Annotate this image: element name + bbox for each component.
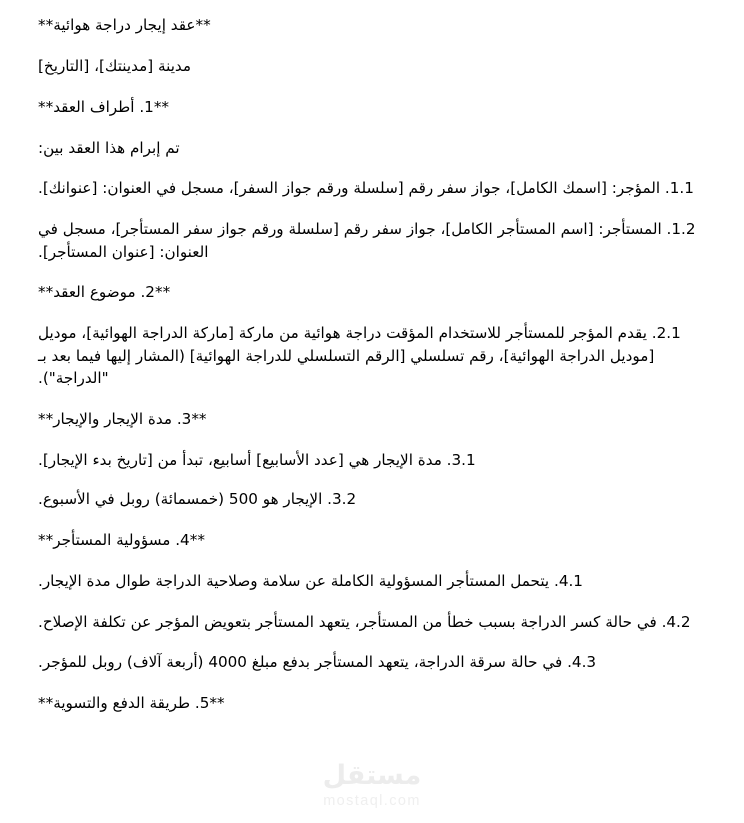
clause-4-3-theft: 4.3. في حالة سرقة الدراجة، يتعهد المستأجر بدفع مبلغ 4000 (أربعة آلاف) روبل للمؤجر. bbox=[38, 653, 597, 672]
clause-1-2-lessee: 1.2. المستأجر: [اسم المستأجر الكامل]، جواز سفر رقم [سلسلة ورقم جواز سفر المستأجر]، مسجل في العنوان: [عنوان المستأجر]. bbox=[38, 220, 696, 261]
watermark-domain-text: mostaql.com bbox=[323, 792, 421, 809]
clause-3-1-rental-term: 3.1. مدة الإيجار هي [عدد الأسابيع] أسابيع، تبدأ من [تاريخ بدء الإيجار]. bbox=[38, 450, 476, 469]
clause-3-2-rental-price: 3.2. الإيجار هو 500 (خمسمائة) روبل في الأسبوع. bbox=[38, 489, 357, 508]
document-text-body bbox=[38, 14, 706, 733]
clause-4-1-liability: 4.1. يتحمل المستأجر المسؤولية الكاملة عن سلامة وصلاحية الدراجة طوال مدة الإيجار. bbox=[38, 571, 583, 590]
mostaql-watermark bbox=[0, 756, 744, 814]
watermark-arabic-text: مستقل bbox=[322, 759, 422, 791]
clause-2-1-subject: 2.1. يقدم المؤجر للمستأجر للاستخدام المؤقت دراجة هوائية من ماركة [ماركة الدراجة الهوائية]، موديل [موديل الدراجة الهوائية]، رقم تسلسلي [الرقم التسلسلي للدراجة الهوائية] (المشار إليها فيما بعد بـ "الدراجة"). bbox=[38, 324, 681, 387]
clause-4-2-damage: 4.2. في حالة كسر الدراجة بسبب خطأ من المستأجر، يتعهد المستأجر بتعويض المؤجر عن تكلفة الإصلاح. bbox=[38, 612, 691, 631]
contract-title: **عقد إيجار دراجة هوائية** bbox=[38, 16, 211, 34]
section-5-heading: **5. طريقة الدفع والتسوية** bbox=[38, 694, 225, 713]
section-4-heading: **4. مسؤولية المستأجر** bbox=[38, 530, 205, 549]
clause-1-1-lessor: 1.1. المؤجر: [اسمك الكامل]، جواز سفر رقم [سلسلة ورقم جواز السفر]، مسجل في العنوان: [عنوانك]. bbox=[38, 179, 694, 198]
section-2-heading: **2. موضوع العقد** bbox=[38, 283, 171, 302]
section-1-intro: تم إبرام هذا العقد بين: bbox=[38, 138, 180, 157]
place-and-date-line: مدينة [مدينتك]، [التاريخ] bbox=[38, 56, 192, 75]
section-1-heading: **1. أطراف العقد** bbox=[38, 97, 170, 116]
section-3-heading: **3. مدة الإيجار والإيجار** bbox=[38, 409, 207, 428]
